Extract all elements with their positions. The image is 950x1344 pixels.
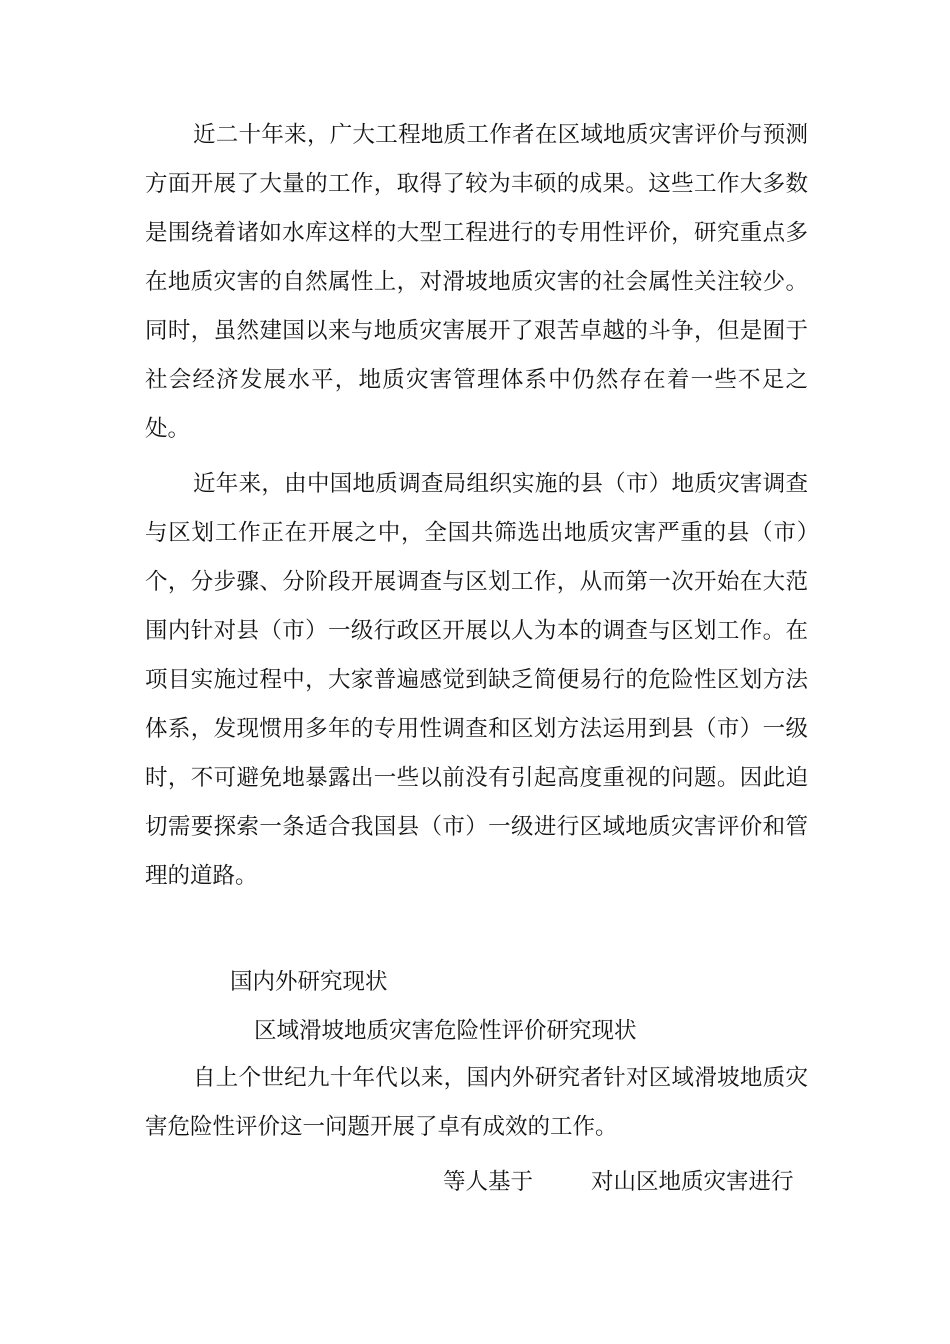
section-heading: 国内外研究现状 [230, 969, 388, 995]
paragraph: 近年来，由中国地质调查局组织实施的县（市）地质灾害调查与区划工作正在开展之中，全国共筛选出地质灾害严重的县（市） 个，分步骤、分阶段开展调查与区划工作，从而第一次开始在大范围内针对县（市）一级行政区开展以人为本的调查与区划工作。在项目实施过程中，大家普遍感觉到缺乏简便易行的危险性区划方法体系，发现惯用多年的专用性调查和区划方法运用到县（市）一级时，不可避免地暴露出一些以前没有引起高度重视的问题。因此迫切需要探索一条适合我国县（市）一级进行区域地质灾害评价和管理的道路。 [145, 471, 854, 889]
paragraph: 自上个世纪九十年代以来，国内外研究者针对区域滑坡地质灾害危险性评价这一问题开展了卓有成效的工作。 [145, 1065, 808, 1140]
paragraph: 近二十年来，广大工程地质工作者在区域地质灾害评价与预测方面开展了大量的工作，取得了较为丰硕的成果。这些工作大多数是围绕着诸如水库这样的大型工程进行的专用性评价，研究重点多在地质灾害的自然属性上，对滑坡地质灾害的社会属性关注较少。同时，虽然建国以来与地质灾害展开了艰苦卓越的斗争，但是囿于社会经济发展水平，地质灾害管理体系中仍然存在着一些不足之处。 [145, 122, 808, 442]
paragraph-fragment: 对山区地质灾害进行 [591, 1169, 794, 1195]
paragraph-fragment: 等人基于 [443, 1169, 534, 1195]
subsection-heading: 区域滑坡地质灾害危险性评价研究现状 [254, 1018, 637, 1044]
